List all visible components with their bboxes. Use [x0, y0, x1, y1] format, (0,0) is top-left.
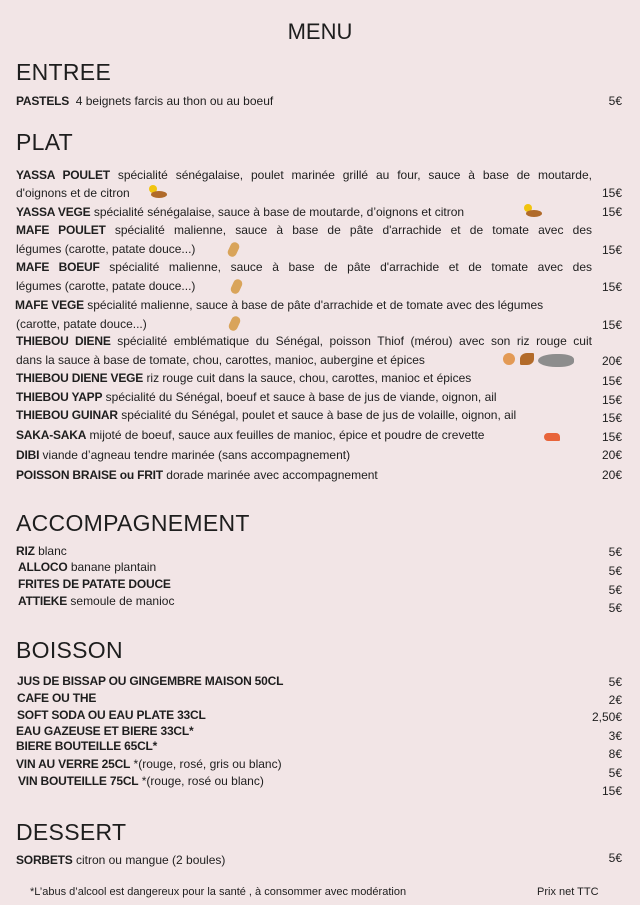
menu-item: FRITES DE PATATE DOUCE [18, 577, 171, 591]
menu-item: SOFT SODA OU EAU PLATE 33CL [17, 708, 206, 722]
menu-item-desc: légumes (carotte, patate douce...) [16, 279, 196, 293]
menu-item: SORBETS citron ou mangue (2 boules) [16, 853, 226, 867]
menu-item-desc: légumes (carotte, patate douce...) [16, 242, 196, 256]
price-note: Prix net TTC [537, 886, 599, 898]
peanut-icon [227, 315, 241, 332]
section-heading-dessert: DESSERT [16, 819, 127, 845]
menu-item-desc: dans la sauce à base de tomate, chou, carottes, manioc, aubergine et épices [16, 353, 425, 367]
menu-item: JUS DE BISSAP OU GINGEMBRE MAISON 50CL [17, 674, 284, 688]
menu-item: ALLOCO banane plantain [18, 560, 157, 574]
fish-icon [538, 354, 574, 367]
item-price: 5€ [608, 94, 622, 108]
item-price: 15€ [601, 318, 622, 332]
menu-item: THIEBOU YAPP spécialité du Sénégal, boeuf et sauce à base de jus de viande, oignon, ail [16, 390, 497, 404]
section-heading-boisson: BOISSON [16, 637, 123, 663]
menu-item-desc: (carotte, patate douce...) [16, 317, 147, 331]
lemon-onion-icon [147, 185, 167, 199]
peanut-icon [226, 241, 240, 258]
menu-item: THIEBOU GUINAR spécialité du Sénégal, poulet et sauce à base de jus de volaille, oignon, ail [16, 408, 517, 422]
peanut-icon [229, 278, 243, 295]
menu-title: MENU [287, 19, 353, 44]
menu-item: VIN AU VERRE 25CL *(rouge, rosé, gris ou blanc) [16, 757, 282, 771]
menu-item-desc: d'oignons et de citron [16, 186, 130, 200]
section-heading-entree: ENTREE [16, 59, 112, 85]
item-price: 2,50€ [591, 710, 622, 724]
section-heading-accompagnement: ACCOMPAGNEMENT [16, 510, 250, 536]
menu-item: SAKA-SAKA mijoté de boeuf, sauce aux feuilles de manioc, épice et poudre de crevette [16, 428, 485, 442]
item-price: 15€ [601, 280, 622, 294]
menu-item: POISSON BRAISE ou FRIT dorade marinée avec accompagnement [16, 468, 378, 482]
item-price: 15€ [601, 243, 622, 257]
alcohol-warning: *L’abus d’alcool est dangereux pour la santé , à consommer avec modération [30, 886, 407, 898]
menu-item: VIN BOUTEILLE 75CL *(rouge, rosé ou blanc) [18, 774, 264, 788]
item-price: 5€ [608, 583, 622, 597]
item-price: 8€ [608, 747, 622, 761]
menu-item: CAFE OU THE [17, 691, 97, 705]
item-price: 15€ [601, 186, 622, 200]
item-price: 3€ [608, 729, 622, 743]
menu-item: PASTELS 4 beignets farcis au thon ou au boeuf [16, 94, 274, 108]
menu-item: EAU GAZEUSE ET BIERE 33CL* [16, 724, 194, 738]
menu-item: MAFE BOEUF spécialité malienne, sauce à base de pâte d'arrachide et de tomate avec des [16, 260, 592, 274]
shellfish-icon [503, 353, 515, 365]
item-price: 5€ [608, 545, 622, 559]
menu-item: YASSA POULET spécialité sénégalaise, poulet marinée grillé au four, sauce à base de moutarde, [16, 168, 592, 182]
item-price: 5€ [608, 851, 622, 865]
item-price: 5€ [608, 766, 622, 780]
menu-item: ATTIEKE semoule de manioc [18, 594, 175, 608]
menu-item: BIERE BOUTEILLE 65CL* [16, 739, 158, 753]
dried-fish-icon [520, 353, 534, 365]
item-price: 5€ [608, 601, 622, 615]
lemon-onion-icon [522, 204, 542, 218]
section-heading-plat: PLAT [16, 129, 74, 155]
menu-item: THIEBOU DIENE VEGE riz rouge cuit dans la sauce, chou, carottes, manioc et épices [16, 371, 472, 385]
item-price: 15€ [601, 205, 622, 219]
item-price: 15€ [601, 411, 622, 425]
item-price: 15€ [601, 393, 622, 407]
item-price: 20€ [601, 468, 622, 482]
item-price: 5€ [608, 675, 622, 689]
menu-item: DIBI viande d’agneau tendre marinée (sans accompagnement) [16, 448, 351, 462]
item-price: 15€ [601, 374, 622, 388]
menu-item: YASSA VEGE spécialité sénégalaise, sauce à base de moutarde, d’oignons et citron [16, 205, 465, 219]
menu-item: MAFE POULET spécialité malienne, sauce à base de pâte d'arrachide et de tomate avec des [16, 223, 592, 237]
shrimp-icon [544, 433, 560, 441]
menu-item: RIZ blanc [16, 544, 67, 558]
item-price: 20€ [601, 354, 622, 368]
item-price: 15€ [601, 430, 622, 444]
item-price: 20€ [601, 448, 622, 462]
item-price: 2€ [608, 693, 622, 707]
item-price: 5€ [608, 564, 622, 578]
menu-item: MAFE VEGE spécialité malienne, sauce à base de pâte d'arrachide et de tomate avec des légumes [15, 298, 544, 312]
item-price: 15€ [601, 784, 622, 798]
menu-item: THIEBOU DIENE spécialité emblématique du Sénégal, poisson Thiof (mérou) avec son riz rouge cuit [16, 334, 592, 348]
